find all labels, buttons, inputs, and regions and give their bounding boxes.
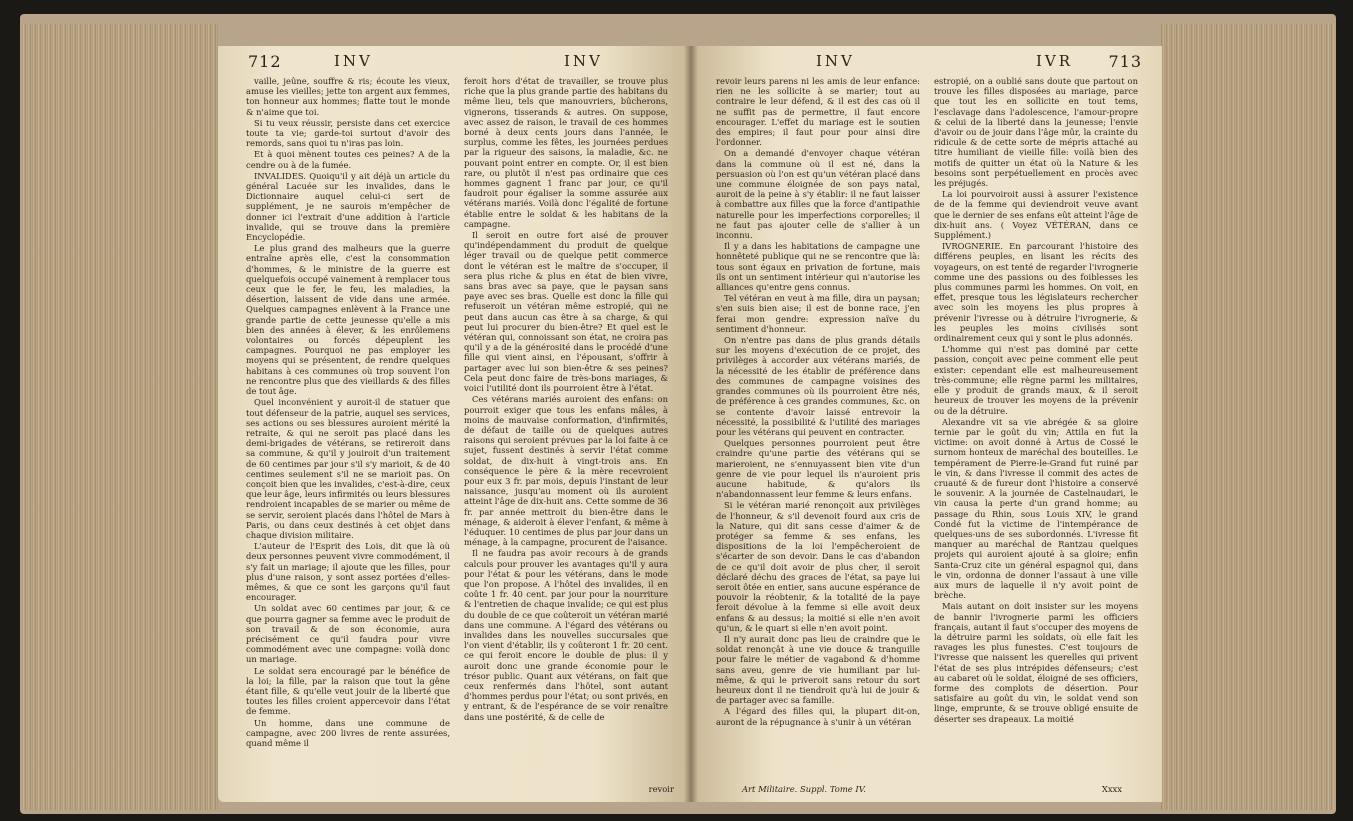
paragraph: IVROGNERIE. En parcourant l'histoire des différens peuples, en lisant les récits des voyageurs, on est tenté de regarder l'ivrognerie comme une des passions ou des foiblesses les plus communes parmi les hommes. On voit, en effet, presque tous les législateurs rechercher avec soin les moyens les plus propres à prévenir l'ivresse ou à détruire l'ivrognerie, & les peuples les moins civilisés sont ordinairement ceux qui y sont le plus adonnés. [934,241,1138,344]
right-column-1 [716,76,920,776]
catchword: revoir [648,784,674,794]
paragraph: A l'égard des filles qui, la plupart dit-on, auront de la répugnance à s'unir à un vétéran [716,706,920,727]
paragraph: vaille, jeûne, souffre & ris; écoute les vieux, amuse les vieilles; jette ton argent aux femmes, ton honneur aux hommes; flatte tout le monde & n'aime que toi. [246,76,450,117]
paragraph: Il ne faudra pas avoir recours à de grands calculs pour prouver les avantages qu'il y aura pour l'état & pour les vétérans, dans le mode que l'on propose. A l'hôtel des invalides, il en coûte 1 fr. 40 cent. par jour pour la nourriture & l'entretien de chaque invalide; ce qui est plus du double de ce que coûteroit un vétéran marié dans une commune. A l'égard des vétérans ou invalides dans les nouvelles succursales que l'on vient d'établir, ils y coûteront 1 fr. 20 cent. ce qui feroit encore le double de plus: il y auroit donc une grande économie pour le trésor public. Quant aux vétérans, on fait que ceux renfermés dans l'hôtel, sont autant d'hommes perdus pour l'état; ou sont privés, en y entrant, & de l'espérance de se voir renaître dans une postérité, & de celle de [464,548,668,722]
footer-reference: Art Militaire. Suppl. Tome IV. [742,784,866,794]
paragraph: feroit hors d'état de travailler, se trouve plus riche que la plus grande partie des habitans du même lieu, tels que manouvriers, bûcherons, vignerons, tisserands & autres. On suppose, avec assez de raison, le travail de ces hommes borné à deux cents jours dans l'année, le surplus, comme les fêtes, les journées perdues par la rigueur des saisons, la maladie, &c. ne pouvant point entrer en compte. Or, il est bien rare, ou plutôt il n'est pas ordinaire que ces hommes gagnent 1 franc par jour, ce qu'il faudroit pour égaliser la somme assurée aux vétérans mariés. Voilà donc l'égalité de fortune établie entre le soldat & les habitans de la campagne. [464,76,668,229]
paragraph: revoir leurs parens ni les amis de leur enfance: rien ne les sollicite à se marier; tout au contraire le leur défend, & il est des cas où il ne suffit pas de permettre, il faut encore encourager. L'effet du mariage est le soutien des empires; il faut pour pour ainsi dire l'ordonner. [716,76,920,148]
paragraph: Le plus grand des malheurs que la guerre entraîne après elle, c'est la consommation d'hommes, & le ministre de la guerre est quelquefois occupé vainement à remplacer tous ceux que le fer, le feu, les maladies, la désertion, laissent de vide dans une armée. Quelques campagnes enlèvent à la France une grande partie de cette jeunesse qu'elle a mis bien des années à élever, & les enrôlemens volontaires ou forcés dépeuplent les campagnes. Pourquoi ne pas employer les moyens qui se présentent, de rendre quelques habitans à ces communes où trop souvent l'on ne rencontre plus que des vieillards & des filles de tout âge. [246,243,450,397]
paragraph: On n'entre pas dans de plus grands détails sur les moyens d'exécution de ce projet, des privilèges à accorder aux vétérans mariés, de la nécessité de les établir de préférence dans des communes de campagne voisines des grandes communes où ils pourroient être nés, de préférence à ces grandes communes, &c. on se contente d'avoir laissé entrevoir la nécessité, la possibilité & l'utilité des mariages pour les vétérans qui peuvent en contracter. [716,335,920,437]
right-header-word-2: IVR [1036,52,1074,70]
book-gutter [684,46,698,802]
signature-mark: Xxxx [1101,784,1122,794]
right-column-2 [934,76,1138,776]
paragraph: Mais autant on doit insister sur les moyens de bannir l'ivrognerie parmi les officiers français, autant il faut s'occuper des moyens de la détruire parmi les soldats, où elle fait les ravages les plus funestes. C'est toujours de l'ivresse que naissent les querelles qui privent l'état de ses plus intrépides défenseurs; c'est au cabaret où le soldat, éloigné de ses officiers, forme des complots de désertion. Pour satisfaire au goût du vin, le soldat vend son linge, emprunte, & se trouve obligé ensuite de déserter ses drapeaux. La moitié [934,601,1138,724]
paragraph: Si tu veux réussir, persiste dans cet exercice toute ta vie; garde-toi surtout d'avoir des remords, sans quoi tu n'iras pas loin. [246,117,450,149]
left-page [218,46,690,802]
paragraph: Quel inconvénient y auroit-il de statuer que tout défenseur de la patrie, auquel ses services, ses actions ou ses blessures auroient mérité la retraite, & qui ne seroit pas placé dans les demi-brigades de vétérans, se retireroit dans sa commune, & qu'il y jouiroit d'un traitement de 60 centimes par jour s'il s'y marioit, & de 40 centimes seulement s'il ne se marioit pas. On conçoit bien que les invalides, c'est-à-dire, ceux que leur âge, leurs infirmités ou leurs blessures rendroient incapables de se marier ou même de se servir, seroient placés dans l'hôtel de Mars à Paris, ou dans ceux destinés à cet objet dans chaque division militaire. [246,397,450,540]
paragraph: Quelques personnes pourroient peut être craindre qu'une partie des vétérans qui se marieroient, ne s'ennuyassent bien vite d'un genre de vie pour lequel ils n'auroient pris aucune habitude, & qu'alors ils n'abandonnassent leur femme & leurs enfans. [716,438,920,500]
paragraph: Il n'y aurait donc pas lieu de craindre que le soldat renonçât à une vie douce & tranquille pour faire le métier de vagabond & d'homme sans aveu, genre de vie humiliant par lui-même, & qui le priveroit sans retour du sort heureux dont il ne tiendroit qu'à lui de jouir & de partager avec sa famille. [716,633,920,706]
page-edges-right [1160,24,1334,810]
paragraph: estropié, on a oublié sans doute que partout on trouve les filles disposées au mariage, parce que tout les en sollicite en tout tems, l'esclavage dans l'adolescence, l'amour-propre & celui de la liberté dans la jeunesse; l'envie d'avoir ou de jouir dans l'âge mûr, la crainte du ridicule & de cette sorte de mépris attaché au titre humiliant de vieille fille: voilà bien des motifs de quitter un état où la Nature & les besoins sont perpétuellement en procès avec les préjugés. [934,76,1138,189]
paragraph: Si le vétéran marié renonçoit aux privilèges de l'honneur, & s'il devenoit fourd aux cris de la Nature, qui dit sans cesse d'aimer & de protéger sa femme & ses enfans, les dispositions de la loi l'empêcheroient de s'écarter de son devoir. Dans le cas d'abandon de ce qu'il doit avoir de plus cher, il seroit déclaré déchu des graces de l'état, sa paye lui seroit ôtée en entier, sans aucune espérance de pouvoir la réobtenir, & la totalité de la paye feroit dévolue à la femme si elle avoit deux enfans & au dessus; la moitié si elle n'en avoit qu'un, & le quart si elle n'en avoit point. [716,500,920,633]
paragraph: On a demandé d'envoyer chaque vétéran dans la commune où il est né, dans la persuasion où l'on est qu'un vétéran placé dans une commune éloignée de son pays natal, auroit de la peine à s'y établir: il ne faut laisser à combattre aux filles que la force d'antipathie naturelle pour les imperfections corporelles; il ne faut pas ajouter celle de s'allier à un inconnu. [716,148,920,241]
paragraph: Tel vétéran en veut à ma fille, dira un paysan; s'en suis bien aise; il est de bonne race, j'en ferai mon gendre: expression naïve du sentiment d'honneur. [716,293,920,334]
paragraph: Un homme, dans une commune de campagne, avec 200 livres de rente assurées, quand même il [246,717,450,748]
paragraph: Il seroit en outre fort aisé de prouver qu'indépendamment du produit de quelque léger travail ou de quelque petit commerce dont le vétéran est le maître de s'occuper, il sera plus riche & plus en état de bien vivre, sans bras avec sa paye, que le paysan sans paye avec ses bras. Quelle est donc la fille qui refuseroit un vétéran même estropié, qui ne peut dans aucun cas être à sa charge, & qui peut lui procurer du bien-être? Et quel est le vétéran qui, connoissant son état, ne croira pas qu'il y a de la générosité dans le procédé d'une fille qui vient ainsi, en l'épousant, s'offrir à partager avec lui son bien-être & ses peines? Cela peut donc faire de très-bons mariages, & voici l'utilité dont ils pourroient être à l'état. [464,230,668,394]
paragraph: Un soldat avec 60 centimes par jour, & ce que pourra gagner sa femme avec le produit de son travail & de son économie, aura précisément ce qu'il faudra pour vivre commodément avec une compagne: voilà donc un mariage. [246,603,450,665]
left-page-number: 712 [248,52,282,71]
right-page [690,46,1162,802]
paragraph: Alexandre vit sa vie abrégée & sa gloire ternie par le goût du vin; Attila en fut la victime: on avoit donné à Artus de Cossé le surnom honteux de maréchal des bouteilles. Le tempérament de Pierre-le-Grand fut ruiné par le vin, & dans l'ivresse il commit des actes de cruauté & de fureur dont l'histoire a conservé le souvenir. A la journée de Castelnaudari, le vin causa la perte d'un grand homme; au passage du Rhin, sous Louis XIV, le grand Condé fut la victime de l'intempérance de quelques-uns de ses subordonnés. L'ivresse fit manquer au maréchal de Rantzau quelques projets qui auroient ajouté à sa gloire; enfin Santa-Cruz cite un général espagnol qui, dans le vin, ordonna de donner l'assaut à une ville aux murs de laquelle il n'y avoit point de brèche. [934,416,1138,601]
right-page-number: 713 [1108,52,1142,71]
paragraph: Il y a dans les habitations de campagne une honnêteté publique qui ne se rencontre que là: tous sont égaux en privation de fortune, mais ils ont un sentiment intérieur qui n'autorise les alliances qu'entre gens connus. [716,241,920,293]
paragraph: La loi pourvoiroit aussi à assurer l'existence de de la femme qui deviendroit veuve avant que le dernier de ses enfans eût atteint l'âge de dix-huit ans. ( Voyez VÉTÉRAN, dans ce Supplément.) [934,189,1138,241]
left-column-1 [246,76,450,792]
left-column-2 [464,76,668,792]
page-edges-left [22,24,218,810]
right-page-header [720,52,1142,78]
left-page-header [248,52,670,78]
paragraph: Ces vétérans mariés auroient des enfans: on pourroit exiger que tous les enfans mâles, à moins de mauvaise conformation, d'infirmités, de défaut de taille ou de quelques autres raisons qui seroient prévues par la loi faite à ce sujet, fussent destinés à servir l'état comme soldat, de dix-huit à vingt-trois ans. En conséquence le père & la mère recevroient pour eux 3 fr. par mois, depuis l'instant de leur naissance, jusqu'au moment où ils auroient atteint l'âge de dix-huit ans. Cette somme de 36 fr. par année mettroit du bien-être dans le ménage, & aideroit à élever l'enfant, & même à l'éduquer. 10 centimes de plus par jour dans un ménage, à la campagne, procurent de l'aisance. [464,394,668,548]
left-header-word-1: INV [334,52,373,70]
right-header-word-1: INV [816,52,855,70]
paragraph: L'auteur de l'Esprit des Lois, dit que là où deux personnes peuvent vivre commodément, il s'y fait un mariage; il ajoute que les filles, pour plus d'une raison, y sont assez portées d'elles-mêmes, & que ce sont les garçons qu'il faut encourager. [246,541,450,603]
paragraph: INVALIDES. Quoiqu'il y ait déjà un article du général Lacuée sur les invalides, dans le Dictionnaire auquel celui-ci sert de supplément, je ne saurois m'empêcher de donner ici l'extrait d'une addition à l'article invalide, qui se trouve dans la première Encyclopédie. [246,170,450,243]
paragraph: Et à quoi mènent toutes ces peines? A de la cendre ou à de la fumée. [246,149,450,170]
left-header-word-2: INV [564,52,603,70]
paragraph: Le soldat sera encouragé par le bénéfice de la loi; la fille, par la raison que tout la gêne étant fille, & qu'elle veut jouir de la liberté que toutes les filles croient appercevoir dans l'état de femme. [246,665,450,717]
paragraph: L'homme qui n'est pas dominé par cette passion, conçoit avec peine comment elle peut exister: cependant elle est malheureusement très-commune; elle règne parmi les militaires, elle y produit de grands maux, & il seroit heureux de trouver les moyens de la prévenir ou de la détruire. [934,344,1138,416]
